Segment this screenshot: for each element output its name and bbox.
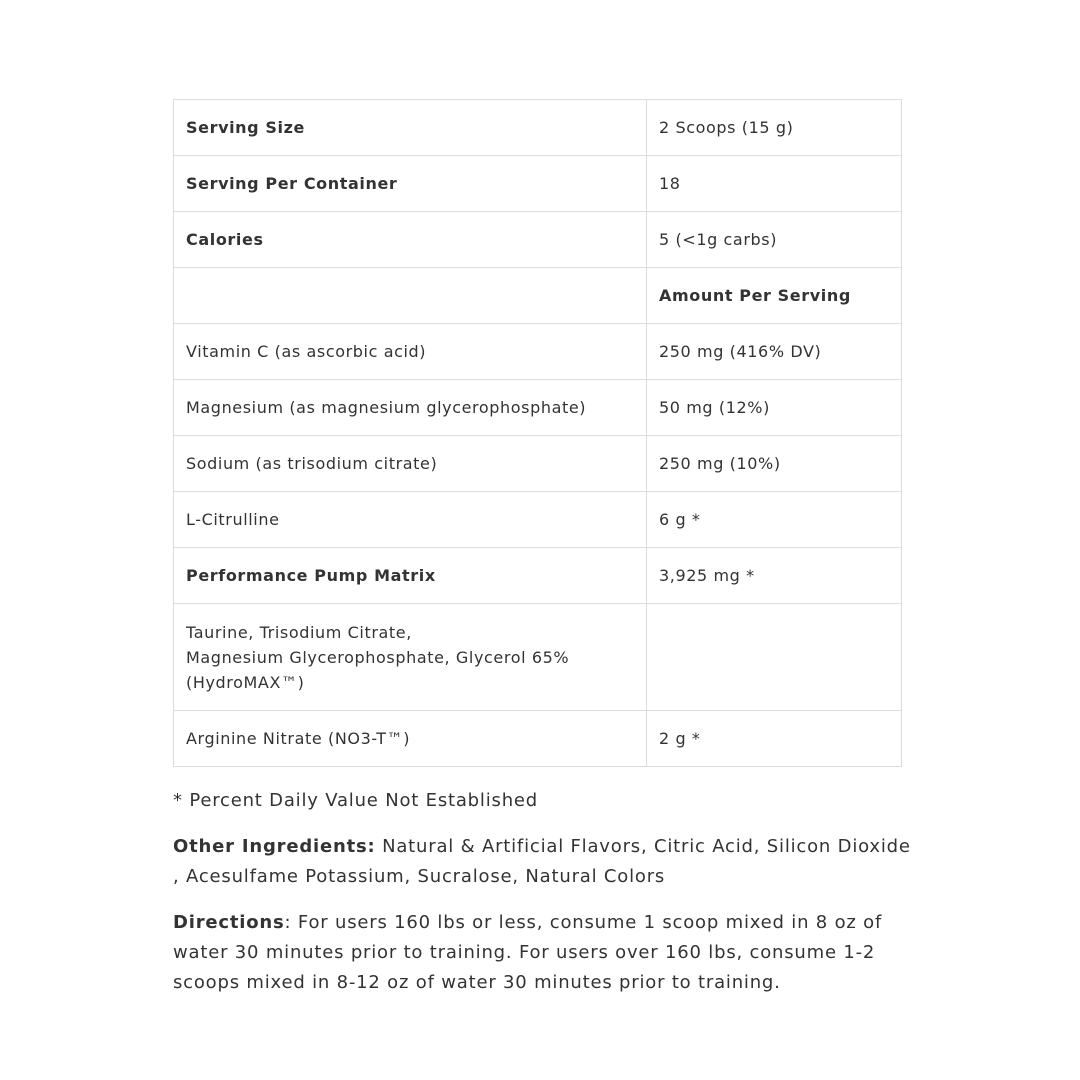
table-row — [174, 604, 902, 711]
other-ingredients-heading: Other Ingredients: — [173, 836, 376, 857]
vitamin-c-value: 250 mg (416% DV) — [647, 324, 902, 380]
pump-matrix-ingredients-line-3: (HydroMAX™) — [186, 672, 305, 692]
supplement-facts-table — [173, 99, 902, 767]
pump-matrix-ingredients — [174, 604, 647, 711]
magnesium-value: 50 mg (12%) — [647, 380, 902, 436]
table-row — [174, 268, 902, 324]
servings-per-container-value: 18 — [647, 156, 902, 212]
table-row — [174, 436, 902, 492]
directions-text: : For users 160 lbs or less, consume 1 scoop mixed in 8 oz of water 30 minutes prior to training. For users over 160 lbs, consume 1-2 scoops mixed in 8-12 oz of water 30 minutes prior to training. — [173, 912, 883, 993]
calories-label: Calories — [174, 212, 647, 268]
arginine-nitrate-label: Arginine Nitrate (NO3-T™) — [174, 711, 647, 767]
table-row — [174, 380, 902, 436]
supplement-facts-container — [173, 99, 902, 767]
empty-cell — [647, 604, 902, 711]
directions-heading: Directions — [173, 912, 285, 933]
sodium-value: 250 mg (10%) — [647, 436, 902, 492]
servings-per-container-label: Serving Per Container — [174, 156, 647, 212]
table-row — [174, 711, 902, 767]
table-row — [174, 492, 902, 548]
table-row — [174, 212, 902, 268]
pump-matrix-ingredients-line-1: Taurine, Trisodium Citrate, — [186, 622, 412, 642]
other-ingredients-text: Natural & Artificial Flavors, Citric Acid, Silicon Dioxide , Acesulfame Potassium, Sucralose, Natural Colors — [173, 836, 911, 887]
table-row — [174, 324, 902, 380]
vitamin-c-label: Vitamin C (as ascorbic acid) — [174, 324, 647, 380]
l-citrulline-label: L-Citrulline — [174, 492, 647, 548]
amount-per-serving-header: Amount Per Serving — [647, 268, 902, 324]
daily-value-footnote: * Percent Daily Value Not Established — [173, 790, 538, 811]
pump-matrix-ingredients-line-2: Magnesium Glycerophosphate, Glycerol 65% — [186, 647, 570, 667]
l-citrulline-value: 6 g * — [647, 492, 902, 548]
directions — [173, 908, 913, 998]
arginine-nitrate-value: 2 g * — [647, 711, 902, 767]
pump-matrix-value: 3,925 mg * — [647, 548, 902, 604]
table-row — [174, 548, 902, 604]
magnesium-label: Magnesium (as magnesium glycerophosphate) — [174, 380, 647, 436]
calories-value: 5 (<1g carbs) — [647, 212, 902, 268]
empty-cell — [174, 268, 647, 324]
pump-matrix-label: Performance Pump Matrix — [174, 548, 647, 604]
table-row — [174, 100, 902, 156]
serving-size-label: Serving Size — [174, 100, 647, 156]
table-row — [174, 156, 902, 212]
serving-size-value: 2 Scoops (15 g) — [647, 100, 902, 156]
sodium-label: Sodium (as trisodium citrate) — [174, 436, 647, 492]
other-ingredients — [173, 832, 913, 892]
